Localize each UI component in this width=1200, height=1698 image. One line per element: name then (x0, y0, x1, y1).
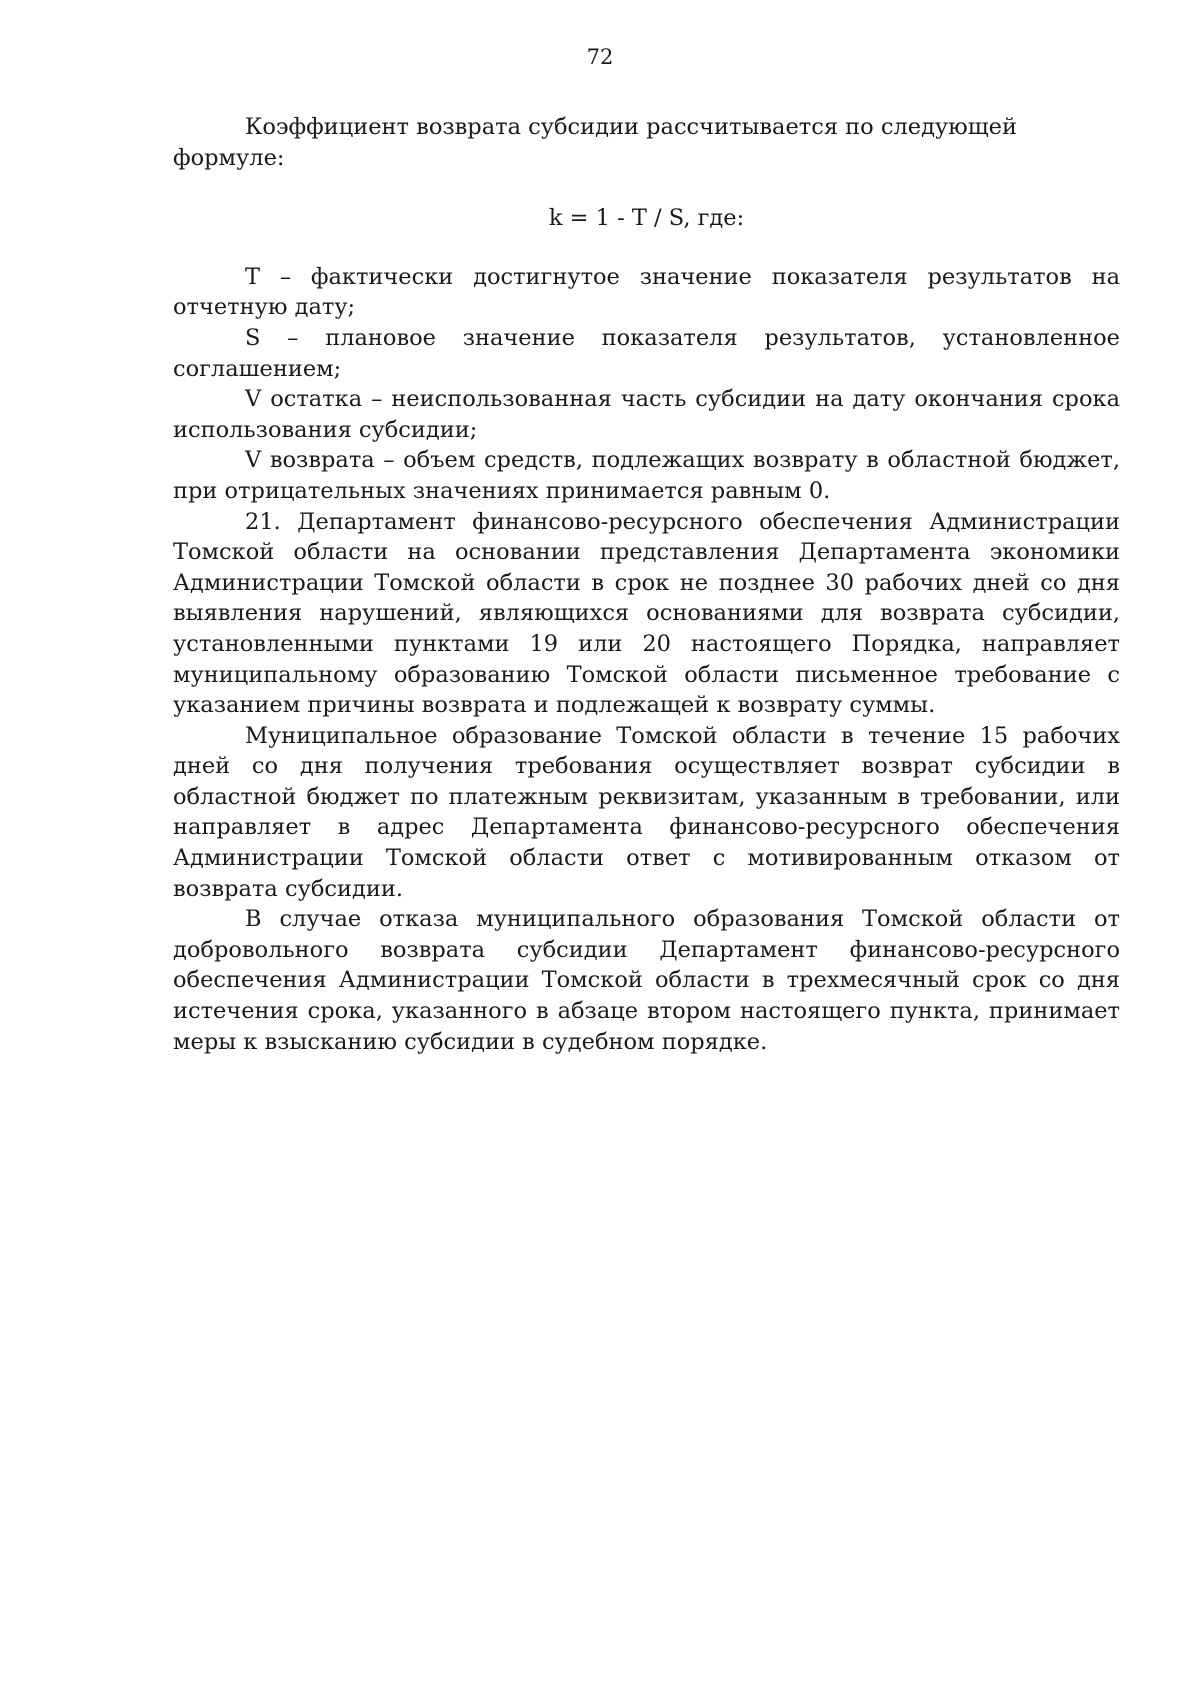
formula: k = 1 - T / S, где: (548, 205, 745, 232)
definition-t: T – фактически достигнутое значение показателя результатов на отчетную дату; (173, 263, 1120, 321)
definition-v-vozvrata: V возврата – объем средств, подлежащих возврату в областной бюджет, при отрицательных значениях принимается равным 0. (173, 447, 1120, 504)
document-body (173, 112, 1120, 1057)
formula-intro-paragraph: Коэффициент возврата субсидии рассчитывается по следующей формуле: (173, 114, 1017, 171)
refusal-paragraph: В случае отказа муниципального образования Томской области от добровольного возврата субсидии Департамент финансово-ресурсного обеспечения Администрации Томской области в трехмесячный срок со дня истечения срока, указанного в абзаце втором настоящего пункта, принимает меры к взысканию субсидии в судебном порядке. (173, 906, 1120, 1055)
clause-21-paragraph: 21. Департамент финансово-ресурсного обеспечения Администрации Томской области на основании представления Департамента экономики Администрации Томской области в срок не позднее 30 рабочих дней со дня выявления нарушений, являющихся основаниями для возврата субсидии, установленными пунктами 19 или 20 настоящего Порядка, направляет муниципальному образованию Томской области письменное требование с указанием причины возврата и подлежащей к возврату суммы. (173, 508, 1120, 719)
page-number: 72 (586, 45, 614, 69)
municipal-return-paragraph: Муниципальное образование Томской области в течение 15 рабочих дней со дня получения требования осуществляет возврат субсидии в областной бюджет по платежным реквизитам, указанным в требовании, или направляет в адрес Департамента финансово-ресурсного обеспечения Администрации Томской области ответ с мотивированным отказом от возврата субсидии. (173, 722, 1120, 902)
definition-v-ostatka: V остатка – неиспользованная часть субсидии на дату окончания срока использования субсидии; (173, 386, 1120, 443)
definition-s: S – плановое значение показателя результатов, установленное соглашением; (173, 324, 1120, 382)
